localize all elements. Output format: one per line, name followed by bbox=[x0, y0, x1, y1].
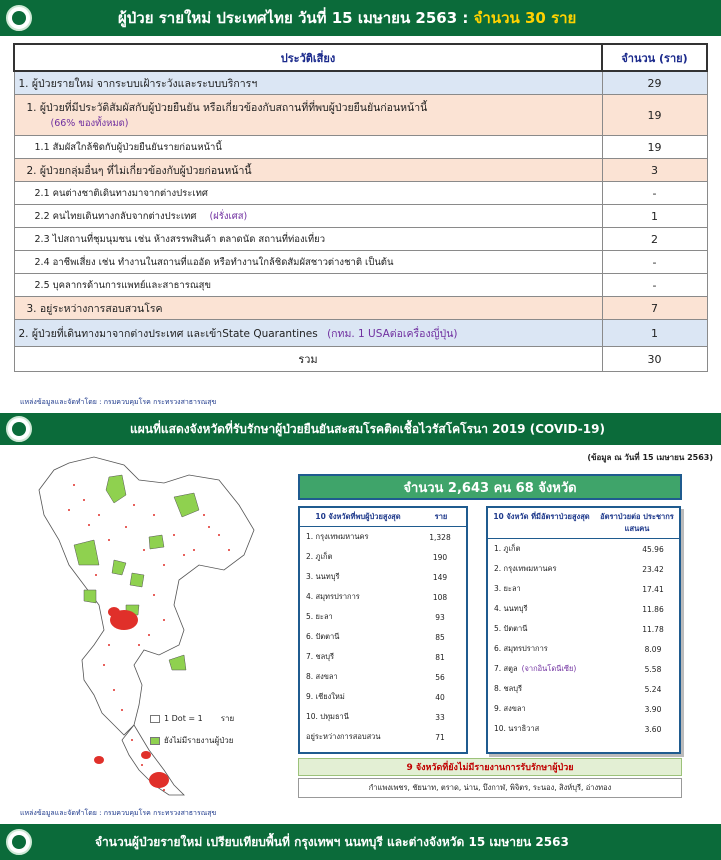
table-row bbox=[14, 251, 707, 274]
province-name bbox=[300, 691, 414, 703]
row-value: 3 bbox=[602, 159, 707, 182]
panel-header bbox=[300, 508, 466, 527]
province-name-text: 10. ปทุมธานี bbox=[306, 712, 349, 721]
list-item bbox=[300, 687, 466, 707]
list-item bbox=[488, 539, 679, 559]
banner-date-text: ผู้ป่วย รายใหม่ ประเทศไทย วันที่ 15 เมษายน 2563 : bbox=[118, 9, 469, 27]
province-name bbox=[300, 571, 414, 583]
list-item bbox=[300, 667, 466, 687]
row-note: (กทม. 1 USAต่อเครื่องญี่ปุ่น) bbox=[327, 327, 458, 340]
province-name-text: 1. กรุงเทพมหานคร bbox=[306, 532, 369, 541]
map-legend bbox=[150, 712, 234, 756]
row-label bbox=[14, 205, 602, 228]
row-value: 1 bbox=[602, 320, 707, 347]
list-item bbox=[488, 679, 679, 699]
row-value: 19 bbox=[602, 95, 707, 136]
top-banner bbox=[0, 0, 721, 36]
table-row bbox=[14, 95, 707, 136]
province-note: (จากอินโดนีเซีย) bbox=[521, 664, 577, 673]
row-label: 2. ผู้ป่วยกลุ่มอื่นๆ ที่ไม่เกี่ยวข้องกับผู้ป่วยก่อนหน้านี้ bbox=[14, 159, 602, 182]
province-name bbox=[488, 683, 627, 695]
summary-total-box: จำนวน 2,643 คน 68 จังหวัด bbox=[298, 474, 682, 500]
province-name-text: 9. เชียงใหม่ bbox=[306, 692, 345, 701]
province-name bbox=[300, 631, 414, 643]
province-name bbox=[488, 623, 627, 635]
header-history: ประวัติเสี่ยง bbox=[14, 44, 602, 71]
list-item bbox=[488, 559, 679, 579]
province-value: 33 bbox=[435, 712, 445, 722]
province-value: 11.86 bbox=[642, 604, 664, 614]
province-value: 17.41 bbox=[642, 584, 664, 594]
legend-green-row bbox=[150, 734, 234, 747]
list-item bbox=[488, 599, 679, 619]
source-note: แหล่งข้อมูลและจัดทำโดย : กรมควบคุมโรค กระทรวงสาธารณสุข bbox=[20, 398, 217, 406]
province-value: 45.96 bbox=[642, 544, 664, 554]
province-name-text: 5. ปัตตานี bbox=[494, 624, 528, 633]
province-name bbox=[488, 643, 627, 655]
province-value: 81 bbox=[435, 652, 445, 662]
top10-rate-panel bbox=[486, 506, 681, 754]
province-name-text: 6. ปัตตานี bbox=[306, 632, 340, 641]
province-value: 1,328 bbox=[429, 532, 451, 542]
row-value: 1 bbox=[602, 205, 707, 228]
province-name bbox=[300, 531, 414, 543]
banner-count-text: จำนวน 30 ราย bbox=[468, 9, 577, 27]
province-name bbox=[488, 723, 627, 735]
list-item bbox=[300, 607, 466, 627]
list-item bbox=[300, 627, 466, 647]
row-label: 1. ผู้ป่วยรายใหม่ จากระบบเฝ้าระวังและระบบบริการฯ bbox=[14, 71, 602, 95]
rate-list bbox=[488, 539, 679, 739]
province-name-text: 7. ชลบุรี bbox=[306, 652, 335, 661]
legend-dot-row bbox=[150, 712, 234, 725]
no-report-title: 9 จังหวัดที่ยังไม่มีรายงานการรับรักษาผู้ป่วย bbox=[298, 758, 682, 776]
province-value: 11.78 bbox=[642, 624, 664, 634]
province-name-text: อยู่ระหว่างการสอบสวน bbox=[306, 732, 381, 741]
province-name bbox=[300, 711, 414, 723]
list-item bbox=[488, 699, 679, 719]
panel-header-value: ราย bbox=[434, 512, 448, 521]
list-item bbox=[300, 707, 466, 727]
list-item bbox=[300, 647, 466, 667]
row-value: - bbox=[602, 182, 707, 205]
province-name-text: 6. สมุทรปราการ bbox=[494, 644, 548, 653]
list-item bbox=[488, 639, 679, 659]
row-value: - bbox=[602, 274, 707, 297]
list-item bbox=[300, 547, 466, 567]
province-name-text: 9. สงขลา bbox=[494, 704, 526, 713]
table-row bbox=[14, 297, 707, 320]
row-value: 2 bbox=[602, 228, 707, 251]
row-note: (66% ของทั้งหมด) bbox=[50, 118, 129, 129]
ministry-logo-icon bbox=[6, 416, 32, 442]
panel-header-name: 10 จังหวัด ที่มีอัตราป่วยสูงสุด bbox=[493, 512, 590, 521]
province-value: 5.24 bbox=[644, 684, 662, 694]
province-name bbox=[488, 703, 627, 715]
source-note: แหล่งข้อมูลและจัดทำโดย : กรมควบคุมโรค กระทรวงสาธารณสุข bbox=[20, 809, 217, 817]
row-label: 1.1 สัมผัสใกล้ชิดกับผู้ป่วยยืนยันรายก่อนหน้านี้ bbox=[14, 136, 602, 159]
province-name-text: 8. สงขลา bbox=[306, 672, 338, 681]
province-name bbox=[488, 663, 627, 675]
row-label bbox=[14, 95, 602, 136]
table-row bbox=[14, 205, 707, 228]
row-label-text: 1. ผู้ป่วยที่มีประวัติสัมผัสกับผู้ป่วยยืนยัน หรือเกี่ยวข้องกับสถานที่ที่พบผู้ป่วยยืนยันก่อนหน้านี้ bbox=[26, 102, 428, 114]
map-banner bbox=[0, 413, 721, 445]
panel-header-value: อัตราป่วยต่อ ประชากรแสนคน bbox=[600, 512, 674, 533]
list-item bbox=[300, 727, 466, 747]
total-value: 30 bbox=[602, 347, 707, 372]
panel-header-name: 10 จังหวัดที่พบผู้ป่วยสูงสุด bbox=[315, 512, 401, 521]
table-row bbox=[14, 71, 707, 95]
province-value: 3.60 bbox=[644, 724, 662, 734]
province-name-text: 1. ภูเก็ต bbox=[494, 544, 521, 553]
list-item bbox=[300, 527, 466, 547]
table-row bbox=[14, 182, 707, 205]
province-name bbox=[300, 671, 414, 683]
list-item bbox=[488, 719, 679, 739]
bottom-banner-title: จำนวนผู้ป่วยรายใหม่ เปรียบเทียบพื้นที่ กรุงเทพฯ นนทบุรี และต่างจังหวัด 15 เมษายน 2563 bbox=[95, 834, 569, 849]
list-item bbox=[300, 567, 466, 587]
row-label: 2.5 บุคลากรด้านการแพทย์และสาธารณสุข bbox=[14, 274, 602, 297]
province-name-text: 4. สมุทรปราการ bbox=[306, 592, 360, 601]
table-row bbox=[14, 159, 707, 182]
row-label: 2.1 คนต่างชาติเดินทางมาจากต่างประเทศ bbox=[14, 182, 602, 205]
header-count: จำนวน (ราย) bbox=[602, 44, 707, 71]
thailand-case-map bbox=[14, 455, 276, 800]
table-row bbox=[14, 320, 707, 347]
top10-cases-panel bbox=[298, 506, 468, 754]
dot-legend-swatch-icon bbox=[150, 715, 160, 723]
province-value: 56 bbox=[435, 672, 445, 682]
province-name bbox=[488, 543, 627, 555]
province-name bbox=[300, 591, 414, 603]
province-name bbox=[300, 611, 414, 623]
risk-history-table bbox=[13, 43, 708, 372]
row-value: 19 bbox=[602, 136, 707, 159]
no-report-list: กำแพงเพชร, ชัยนาท, ตราด, น่าน, บึงกาฬ, พิจิตร, ระนอง, สิงห์บุรี, อ่างทอง bbox=[298, 778, 682, 798]
ministry-logo-icon bbox=[6, 5, 32, 31]
table-row bbox=[14, 228, 707, 251]
row-value: 29 bbox=[602, 71, 707, 95]
province-value: 190 bbox=[432, 552, 448, 562]
province-name-text: 2. กรุงเทพมหานคร bbox=[494, 564, 557, 573]
top-banner-title bbox=[118, 6, 576, 30]
list-item bbox=[488, 659, 679, 679]
province-value: 23.42 bbox=[642, 564, 664, 574]
list-item bbox=[488, 579, 679, 599]
row-value: 7 bbox=[602, 297, 707, 320]
ministry-logo-icon bbox=[6, 829, 32, 855]
cases-list bbox=[300, 527, 466, 747]
row-label: 2.3 ไปสถานที่ชุมนุมชน เช่น ห้างสรรพสินค้า ตลาดนัด สถานที่ท่องเที่ยว bbox=[14, 228, 602, 251]
province-name-text: 10. นราธิวาส bbox=[494, 724, 540, 733]
bottom-banner bbox=[0, 824, 721, 860]
row-label: 2.4 อาชีพเสี่ยง เช่น ทำงานในสถานที่แออัด หรือทำงานใกล้ชิดสัมผัสชาวต่างชาติ เป็นต้น bbox=[14, 251, 602, 274]
province-value: 93 bbox=[435, 612, 445, 622]
table-header-row bbox=[14, 44, 707, 71]
row-label-text: 2. ผู้ป่วยที่เดินทางมาจากต่างประเทศ และเข้าState Quarantines bbox=[18, 327, 318, 340]
list-item bbox=[300, 587, 466, 607]
list-item bbox=[488, 619, 679, 639]
province-value: 40 bbox=[435, 692, 445, 702]
province-name bbox=[488, 583, 627, 595]
province-name-text: 7. สตูล bbox=[494, 664, 518, 673]
province-name-text: 5. ยะลา bbox=[306, 612, 333, 621]
row-label bbox=[14, 320, 602, 347]
province-value: 85 bbox=[435, 632, 445, 642]
panel-header bbox=[488, 508, 679, 539]
province-value: 8.09 bbox=[644, 644, 662, 654]
province-name-text: 2. ภูเก็ต bbox=[306, 552, 333, 561]
province-name bbox=[488, 603, 627, 615]
row-label-text: 2.2 คนไทยเดินทางกลับจากต่างประเทศ bbox=[34, 210, 197, 222]
legend-dot-unit: ราย bbox=[220, 714, 235, 723]
legend-dot-label: 1 Dot = 1 bbox=[164, 714, 203, 723]
province-value: 108 bbox=[432, 592, 448, 602]
province-name bbox=[300, 731, 414, 743]
row-note: (ฝรั่งเศส) bbox=[209, 210, 248, 222]
province-name-text: 3. ยะลา bbox=[494, 584, 521, 593]
province-name-text: 8. ชลบุรี bbox=[494, 684, 523, 693]
green-legend-swatch-icon bbox=[150, 737, 160, 745]
map-banner-title: แผนที่แสดงจังหวัดที่รับรักษาผู้ป่วยยืนยันสะสมโรคติดเชื้อไวรัสโคโรนา 2019 (COVID-19) bbox=[130, 421, 605, 436]
province-name bbox=[300, 651, 414, 663]
province-value: 3.90 bbox=[644, 704, 662, 714]
province-value: 149 bbox=[432, 572, 448, 582]
row-value: - bbox=[602, 251, 707, 274]
table-total-row bbox=[14, 347, 707, 372]
as-of-date: (ข้อมูล ณ วันที่ 15 เมษายน 2563) bbox=[587, 453, 713, 462]
province-name bbox=[300, 551, 414, 563]
province-value: 71 bbox=[435, 732, 445, 742]
province-name-text: 4. นนทบุรี bbox=[494, 604, 528, 613]
legend-green-label: ยังไม่มีรายงานผู้ป่วย bbox=[164, 736, 234, 745]
row-label: 3. อยู่ระหว่างการสอบสวนโรค bbox=[14, 297, 602, 320]
province-name bbox=[488, 563, 627, 575]
table-row bbox=[14, 274, 707, 297]
province-value: 5.58 bbox=[644, 664, 662, 674]
province-name-text: 3. นนทบุรี bbox=[306, 572, 340, 581]
total-label: รวม bbox=[14, 347, 602, 372]
table-row bbox=[14, 136, 707, 159]
